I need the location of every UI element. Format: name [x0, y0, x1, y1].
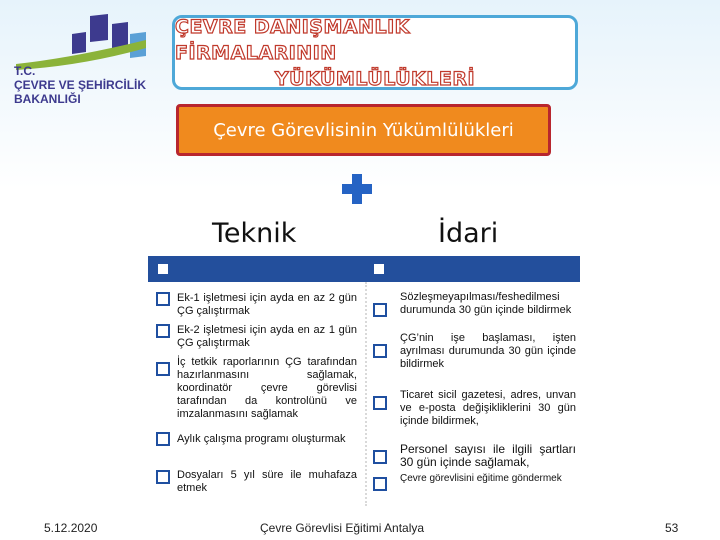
checkbox-icon: [156, 324, 170, 338]
right-item-1: Sözleşmeyapılması/feshedilmesi durumunda 30 gün içinde bildirmek: [400, 291, 572, 316]
checkbox-icon: [373, 450, 387, 464]
footer-date: 5.12.2020: [44, 521, 98, 535]
heading-teknik: Teknik: [212, 218, 297, 249]
plus-icon: [340, 172, 374, 206]
title-box: [172, 15, 578, 90]
right-item-5: Çevre görevlisini eğitime göndermek: [400, 473, 562, 484]
footer-title: Çevre Görevlisi Eğitimi Antalya: [260, 521, 425, 535]
right-item-3: Ticaret sicil gazetesi, adres, unvan ve e-posta değişikliklerini 30 gün içinde bildirmek,: [400, 389, 576, 427]
column-divider: [365, 282, 369, 506]
right-item-2: ÇG’nin işe başlaması, işten ayrılması durumunda 30 gün içinde bildirmek: [400, 332, 576, 370]
left-item-4: Aylık çalışma programı oluşturmak: [177, 433, 346, 445]
left-item-3: İç tetkik raporlarının ÇG tarafından hazırlanmasını sağlamak, koordinatör çevre görevlisi tarafından da kontrolünü ve imzalanmasını sağlamak: [177, 356, 357, 420]
checkbox-icon: [156, 362, 170, 376]
checkbox-icon: [156, 292, 170, 306]
title-line-1: ÇEVRE DANIŞMANLIK FİRMALARININ: [175, 15, 410, 64]
title-line-2: YÜKÜMLÜLÜKLERİ: [274, 67, 476, 90]
left-item-2: Ek-2 işletmesi için ayda en az 1 gün ÇG çalıştırmak: [177, 324, 357, 349]
bar-square-left: [158, 264, 168, 274]
logo-text: [14, 64, 146, 106]
checkbox-icon: [373, 396, 387, 410]
subtitle-text: Çevre Görevlisinin Yükümlülükleri: [213, 119, 514, 141]
left-item-5: Dosyaları 5 yıl süre ile muhafaza etmek: [177, 469, 357, 494]
checkbox-icon: [156, 470, 170, 484]
logo-line-3: BAKANLIĞI: [14, 92, 81, 106]
logo-line-2: ÇEVRE VE ŞEHİRCİLİK: [14, 78, 147, 92]
right-item-4: Personel sayısı ile ilgili şartları 30 gün içinde sağlamak,: [400, 442, 576, 469]
subtitle-box: [176, 104, 551, 156]
left-item-1: Ek-1 işletmesi için ayda en az 2 gün ÇG çalıştırmak: [177, 292, 357, 317]
checkbox-icon: [373, 477, 387, 491]
page-number: 53: [665, 521, 679, 535]
bar-square-right: [374, 264, 384, 274]
logo-line-1: T.C.: [14, 64, 36, 78]
checkbox-icon: [373, 303, 387, 317]
checkbox-icon: [373, 344, 387, 358]
checkbox-icon: [156, 432, 170, 446]
heading-idari: İdari: [438, 218, 499, 249]
column-header-bar: [148, 256, 580, 282]
